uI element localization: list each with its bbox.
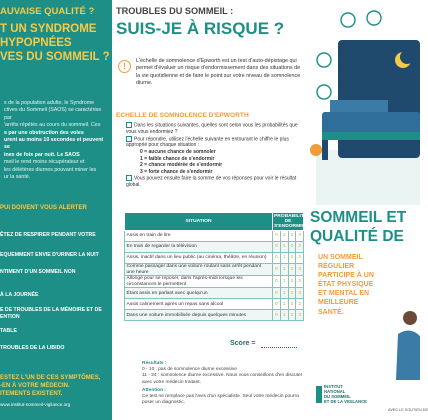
symptom-item: TROUBLES DE LA LIBIDO — [0, 345, 65, 351]
score-option[interactable]: 2 — [288, 288, 296, 299]
right-title-line: QUALITÉ DE — [310, 228, 404, 245]
score-option[interactable]: 0 — [273, 253, 281, 264]
result-line: 11 - 24 : somnolence diurne excessive. Nous vous conseillons d'en discuter avec votre médecin traitant. — [142, 373, 303, 385]
score-option[interactable]: 2 — [288, 276, 296, 288]
checkbox-icon — [126, 175, 132, 181]
support-label: AVEC LE SOUTIEN DE — [388, 408, 428, 412]
left-body-line: s de la population adulte, le Syndrome — [4, 100, 95, 106]
bedroom-illustration — [308, 0, 420, 205]
score-option[interactable]: 1 — [280, 264, 288, 276]
institute-line: NATIONAL — [324, 389, 346, 394]
right-subtitle-line: SANTÉ. — [318, 308, 344, 316]
score-option[interactable]: 1 — [280, 288, 288, 299]
left-body-line: meil le rend moins récupérateur et — [4, 159, 85, 166]
symptoms-heading: PUI DOIVENT VOUS ALERTER — [0, 205, 87, 211]
score-option[interactable]: 2 — [288, 310, 296, 321]
middle-kicker: TROUBLES DU SOMMEIL : — [116, 6, 234, 16]
scale-item: 1 = faible chance de s'endormir — [140, 155, 215, 162]
right-subtitle-line: ET MENTAL EN — [318, 290, 370, 298]
left-headline-line: VES DU SOMMEIL ? — [0, 51, 110, 63]
left-headline — [0, 22, 110, 64]
cta-line: ESTEZ L'UN DE CES SYMPTÔMES, — [0, 375, 101, 381]
score-option[interactable]: 0 — [273, 242, 281, 253]
situation-cell: Allongé pour se reposer, dans l'après-midi lorsque les circonstances le permettent — [125, 276, 273, 288]
epworth-table — [124, 212, 308, 321]
institute-name — [324, 384, 367, 404]
score-input-line[interactable] — [261, 347, 297, 348]
left-body-line: les délétères diurnes pouvant miner les — [4, 166, 97, 173]
epworth-intro: L'échelle de somnolence d'Epworth est un test d'auto-dépistage qui permet d'évaluer un risque d'endormissement dans des situations de la vie quotidienne et de faire le point sur votre niveau de somnolence diurne. — [136, 58, 301, 86]
score-option[interactable]: 1 — [280, 299, 288, 310]
scale-item: 3 = forte chance de s'endormir — [140, 168, 213, 175]
situation-cell: Assis en train de lire — [125, 231, 273, 242]
instruction-text: Pour répondre, utilisez l'échelle suivante en entourant le chiffre le plus approprié pour chaque situation : — [126, 135, 289, 149]
situation-cell: Étant assis en parlant avec quelqu'un — [125, 288, 273, 299]
score-label: Score = — [230, 340, 256, 347]
scale-item: 0 = aucune chance de somnoler — [140, 149, 216, 156]
situation-cell: Comme passager dans une voiture roulant sans arrêt pendant une heure — [125, 264, 273, 276]
score-option[interactable]: 1 — [280, 231, 288, 242]
instruction-text: Dans les situations suivantes, quelles sont selon vous les probabilités que vous vous endormiez ? — [126, 122, 298, 135]
left-body — [4, 100, 108, 181]
left-question: AUVAISE QUALITÉ ? — [0, 6, 95, 17]
score-option[interactable]: 0 — [273, 264, 281, 276]
score-option[interactable]: 2 — [288, 299, 296, 310]
symptom-item: ÊTEZ DE RESPIRER PENDANT VOTRE — [0, 232, 96, 238]
table-row — [125, 310, 304, 321]
right-subtitle-line: RÉGULIER — [318, 263, 355, 271]
left-body-line: 'arrêts répétés au cours du sommeil. Ces — [4, 122, 101, 129]
table-row — [125, 264, 304, 276]
institute-line: ET DE LA VIGILANCE — [324, 399, 367, 404]
middle-title: SUIS-JE À RISQUE ? — [116, 19, 285, 38]
score-option[interactable]: 3 — [296, 288, 304, 299]
score-option[interactable]: 2 — [288, 264, 296, 276]
attention-title: Attention : — [142, 387, 166, 393]
checkbox-icon — [126, 122, 132, 128]
right-title-line: SOMMEIL ET — [310, 209, 407, 226]
score-option[interactable]: 2 — [288, 253, 296, 264]
situation-cell: Assis calmement après un repas sans alcool — [125, 299, 273, 310]
epworth-section-title: ECHELLE DE SOMNOLENCE D'EPWORTH — [116, 112, 249, 119]
left-headline-line: T UN SYNDROME — [0, 23, 97, 35]
score-option[interactable]: 3 — [296, 310, 304, 321]
score-option[interactable]: 1 — [280, 253, 288, 264]
table-body — [125, 231, 304, 321]
instruction-text: Vous pouvez ensuite faire la somme de vos réponses pour voir le résultat global. — [126, 175, 297, 189]
symptom-item: ENTION — [0, 314, 20, 320]
score-option[interactable]: 0 — [273, 276, 281, 288]
symptom-item: E DE TROUBLES DE LA MÉMOIRE ET DE — [0, 307, 102, 313]
score-option[interactable]: 0 — [273, 231, 281, 242]
score-option[interactable]: 3 — [296, 231, 304, 242]
result-line: 0 - 10 : pas de somnolence diurne excessive — [142, 367, 237, 373]
symptom-item: TABLE — [0, 328, 17, 334]
situation-cell: Dans une voiture immobilisée depuis quelques minutes — [125, 310, 273, 321]
right-subtitle-line: PARTICIPE À UN — [318, 272, 374, 280]
left-body-line: ctives du Sommeil (SAOS) se caractérise par — [4, 107, 102, 121]
score-option[interactable]: 3 — [296, 242, 304, 253]
cta-line: -EN À VOTRE MÉDECIN. — [0, 383, 70, 389]
epworth-instructions — [126, 122, 302, 189]
left-body-line: urent au moins 10 secondes et peuvent se — [4, 137, 104, 151]
results-block — [142, 361, 304, 406]
score-option[interactable]: 1 — [280, 310, 288, 321]
right-subtitle-line: MEILLEURE — [318, 299, 359, 307]
score-option[interactable]: 0 — [273, 288, 281, 299]
score-option[interactable]: 0 — [273, 299, 281, 310]
left-body-line: ur la santé. — [4, 174, 31, 181]
website-link[interactable]: www.institut-sommeil-vigilance.org — [0, 402, 71, 407]
right-panel — [308, 0, 428, 420]
situation-cell: En train de regarder la télévision — [125, 242, 273, 253]
score-option[interactable]: 3 — [296, 253, 304, 264]
score-option[interactable]: 2 — [288, 242, 296, 253]
right-subtitle — [318, 253, 374, 317]
score-option[interactable]: 3 — [296, 299, 304, 310]
table-row — [125, 276, 304, 288]
results-title: Résultats : — [142, 361, 167, 366]
person-illustration — [394, 300, 420, 380]
table-row — [125, 242, 304, 253]
right-subtitle-line: ÉTAT PHYSIQUE — [318, 281, 374, 289]
right-subtitle-line: UN SOMMEIL — [318, 254, 363, 261]
table-row — [125, 253, 304, 264]
attention-text: Ce test ne remplace pas l'avis d'un spécialiste. Seul votre médecin pourra poser un diagnostic. — [142, 394, 299, 406]
table-row — [125, 299, 304, 310]
left-cta — [0, 374, 100, 398]
table-row — [125, 231, 304, 242]
left-panel — [0, 0, 112, 420]
middle-panel — [112, 0, 308, 420]
score-option[interactable]: 1 — [280, 276, 288, 288]
institute-line: DU SOMMEIL — [324, 394, 351, 399]
cta-line: ITEMENTS EXISTENT. — [0, 391, 63, 397]
score-option[interactable]: 3 — [296, 276, 304, 288]
score-option[interactable]: 2 — [288, 231, 296, 242]
institute-line: INSTITUT — [324, 384, 343, 389]
score-option[interactable]: 3 — [296, 264, 304, 276]
table-row — [125, 288, 304, 299]
table-header-situation: SITUATION — [125, 213, 273, 231]
right-title — [310, 208, 406, 246]
left-headline-line: HYPOPNÉES — [0, 37, 72, 49]
symptom-item: EQUEMMENT ENVIE D'URINER LA NUIT — [0, 252, 99, 258]
symptom-item: NTIMENT D'UN SOMMEIL NON — [0, 269, 76, 275]
table-header-probability: PROBABILITÉ DE S'ENDORMIR — [274, 214, 308, 229]
score-option[interactable]: 0 — [273, 310, 281, 321]
scale-item: 2 = chance modérée de s'endormir — [140, 162, 223, 169]
situation-cell: Assis, inactif dans un lieu public (au cinéma, théâtre, en réunion) — [125, 253, 273, 264]
symptom-item: À LA JOURNÉE — [0, 292, 39, 298]
left-body-line: s par une obstruction des voies — [4, 129, 84, 136]
left-body-line: ines de fois par nuit. Le SAOS — [4, 151, 80, 158]
score-option[interactable]: 1 — [280, 242, 288, 253]
institute-logo — [316, 386, 322, 403]
warning-icon: ! — [118, 60, 131, 73]
checkbox-icon — [126, 136, 132, 142]
